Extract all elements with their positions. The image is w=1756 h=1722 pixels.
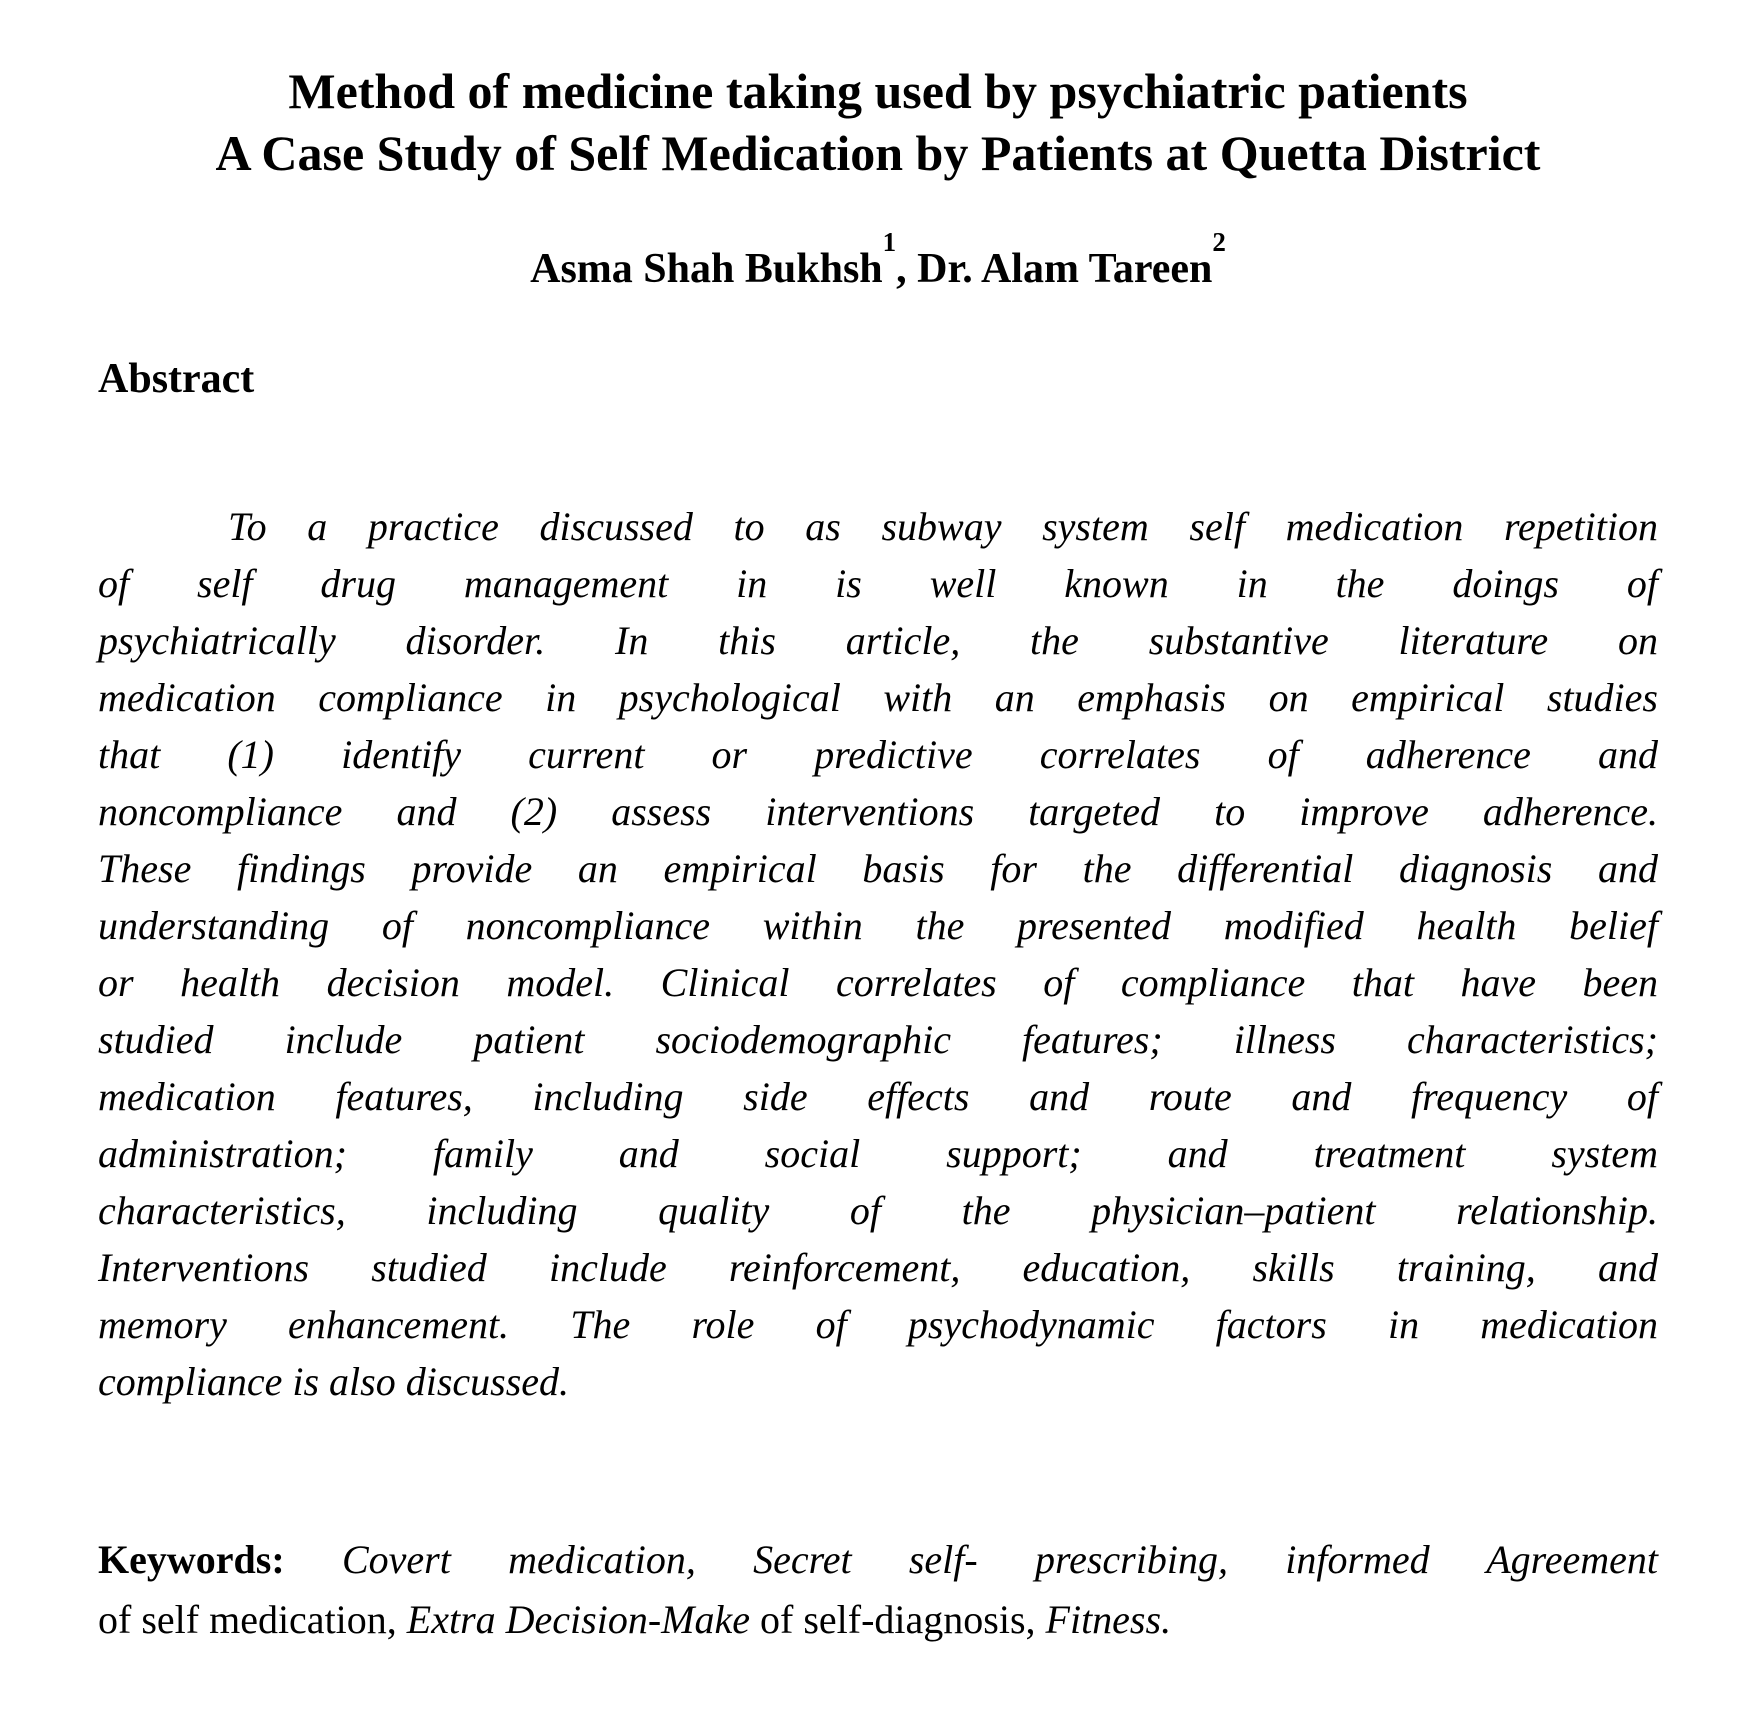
abstract-line: administration; family and social support; and treatment system (98, 1131, 1658, 1176)
keywords-roman-run: of self medication, (98, 1597, 407, 1642)
abstract-line: or health decision model. Clinical correlates of compliance that have been (98, 960, 1658, 1005)
abstract-line: understanding of noncompliance within the presented modified health belief (98, 903, 1658, 948)
abstract-line: medication features, including side effects and route and frequency of (98, 1074, 1658, 1119)
keywords-italic-run: Covert medication, Secret self- prescribing, informed Agreement (341, 1537, 1659, 1582)
abstract-line: characteristics, including quality of the physician–patient relationship. (98, 1188, 1658, 1233)
keywords-italic-run: Extra Decision-Make (406, 1597, 760, 1642)
keywords-roman-run: of self-diagnosis, (760, 1597, 1046, 1642)
authors-line (98, 227, 1658, 296)
author-1-name: Asma Shah Bukhsh (530, 246, 883, 292)
paper-title-line2: A Case Study of Self Medication by Patients at Quetta District (215, 125, 1541, 181)
abstract-line: medication compliance in psychological with an emphasis on empirical studies (98, 675, 1658, 720)
abstract-line: These findings provide an empirical basis for the differential diagnosis and (98, 846, 1658, 891)
abstract-line: To a practice discussed to as subway system self medication repetition (228, 504, 1658, 549)
keywords-label: Keywords: (98, 1537, 342, 1582)
author-1-affiliation-superscript: 1 (882, 227, 897, 257)
abstract-line: Interventions studied include reinforcement, education, skills training, and (98, 1245, 1658, 1290)
paper-title-line1: Method of medicine taking used by psychiatric patients (288, 63, 1468, 119)
author-2-name: , Dr. Alam Tareen (896, 246, 1213, 292)
abstract-line: psychiatrically disorder. In this article, the substantive literature on (98, 618, 1658, 663)
keywords-line-1 (98, 1530, 1658, 1590)
author-2-affiliation-superscript: 2 (1212, 227, 1226, 257)
abstract-line: studied include patient sociodemographic features; illness characteristics; (98, 1017, 1658, 1062)
abstract-line: memory enhancement. The role of psychodynamic factors in medication (98, 1302, 1658, 1347)
abstract-line: noncompliance and (2) assess interventions targeted to improve adherence. (98, 789, 1658, 834)
keywords-italic-run: Fitness. (1045, 1597, 1172, 1642)
keywords-section (98, 1530, 1658, 1650)
abstract-paragraph (98, 498, 1658, 1410)
abstract-line: compliance is also discussed. (98, 1359, 570, 1404)
abstract-line: that (1) identify current or predictive correlates of adherence and (98, 732, 1658, 777)
paper-title (98, 60, 1658, 184)
keywords-line-2 (98, 1590, 1658, 1650)
abstract-line: of self drug management in is well known in the doings of (98, 561, 1658, 606)
abstract-heading: Abstract (98, 356, 255, 402)
